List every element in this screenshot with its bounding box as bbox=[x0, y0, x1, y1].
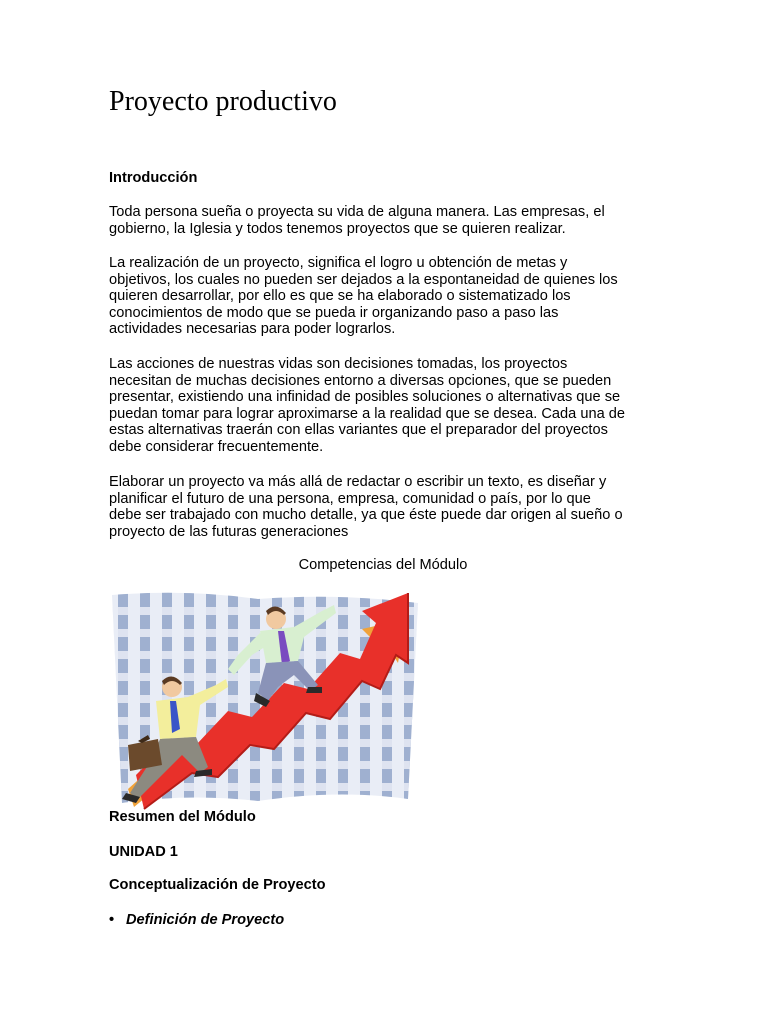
business-growth-illustration bbox=[108, 589, 422, 811]
competencias-heading: Competencias del Módulo bbox=[298, 557, 468, 573]
paragraph-line: Las acciones de nuestras vidas son decisiones tomadas, los proyectos bbox=[109, 356, 568, 372]
paragraph-line: planificar el futuro de una persona, empresa, comunidad o país, por lo que bbox=[109, 490, 591, 507]
paragraph-line: debe considerar frecuentemente. bbox=[109, 438, 324, 455]
unidad-heading: UNIDAD 1 bbox=[109, 844, 178, 860]
paragraph-line: necesitan de muchas decisiones entorno a diversas opciones, que se pueden bbox=[109, 372, 612, 389]
paragraph-3 bbox=[109, 356, 669, 456]
paragraph-line: actividades necesarias para poder lograrlos. bbox=[109, 321, 396, 338]
paragraph-line: Elaborar un proyecto va más allá de redactar o escribir un texto, es diseñar y bbox=[109, 474, 607, 490]
intro-heading: Introducción bbox=[109, 170, 198, 186]
bullet-list-item bbox=[109, 912, 284, 928]
paragraph-line: presentar, existiendo una infinidad de posibles soluciones o alternativas que se bbox=[109, 389, 621, 406]
paragraph-1 bbox=[109, 204, 669, 237]
bullet-glyph: • bbox=[109, 912, 115, 928]
paragraph-line: quieren desarrollar, por ello es que se ha elaborado o sistematizado los bbox=[109, 288, 571, 305]
paragraph-line: proyecto de las futuras generaciones bbox=[109, 523, 349, 540]
paragraph-4 bbox=[109, 474, 669, 540]
paragraph-line: gobierno, la Iglesia y todos tenemos proyectos que se quieren realizar. bbox=[109, 220, 566, 237]
paragraph-line: conocimientos de modo que se pueda ir organizando paso a paso las bbox=[109, 304, 559, 321]
paragraph-line: debe ser trabajado con mucho detalle, ya que éste puede dar origen al sueño o bbox=[109, 507, 623, 524]
resumen-heading: Resumen del Módulo bbox=[109, 809, 256, 825]
bullet-item-label: Definición de Proyecto bbox=[126, 912, 285, 928]
paragraph-2 bbox=[109, 255, 669, 338]
paragraph-line: Toda persona sueña o proyecta su vida de alguna manera. Las empresas, el bbox=[109, 204, 605, 220]
paragraph-line: estas alternativas traerán con ellas variantes que el preparador del proyectos bbox=[109, 422, 608, 439]
paragraph-line: objetivos, los cuales no pueden ser dejados a la espontaneidad de quienes los bbox=[109, 271, 618, 288]
page-title: Proyecto productivo bbox=[109, 86, 337, 117]
paragraph-line: puedan tomar para lograr aproximarse a la realidad que se desea. Cada una de bbox=[109, 405, 625, 422]
paragraph-line: La realización de un proyecto, significa el logro u obtención de metas y bbox=[109, 255, 568, 271]
conceptualizacion-heading: Conceptualización de Proyecto bbox=[109, 877, 326, 893]
